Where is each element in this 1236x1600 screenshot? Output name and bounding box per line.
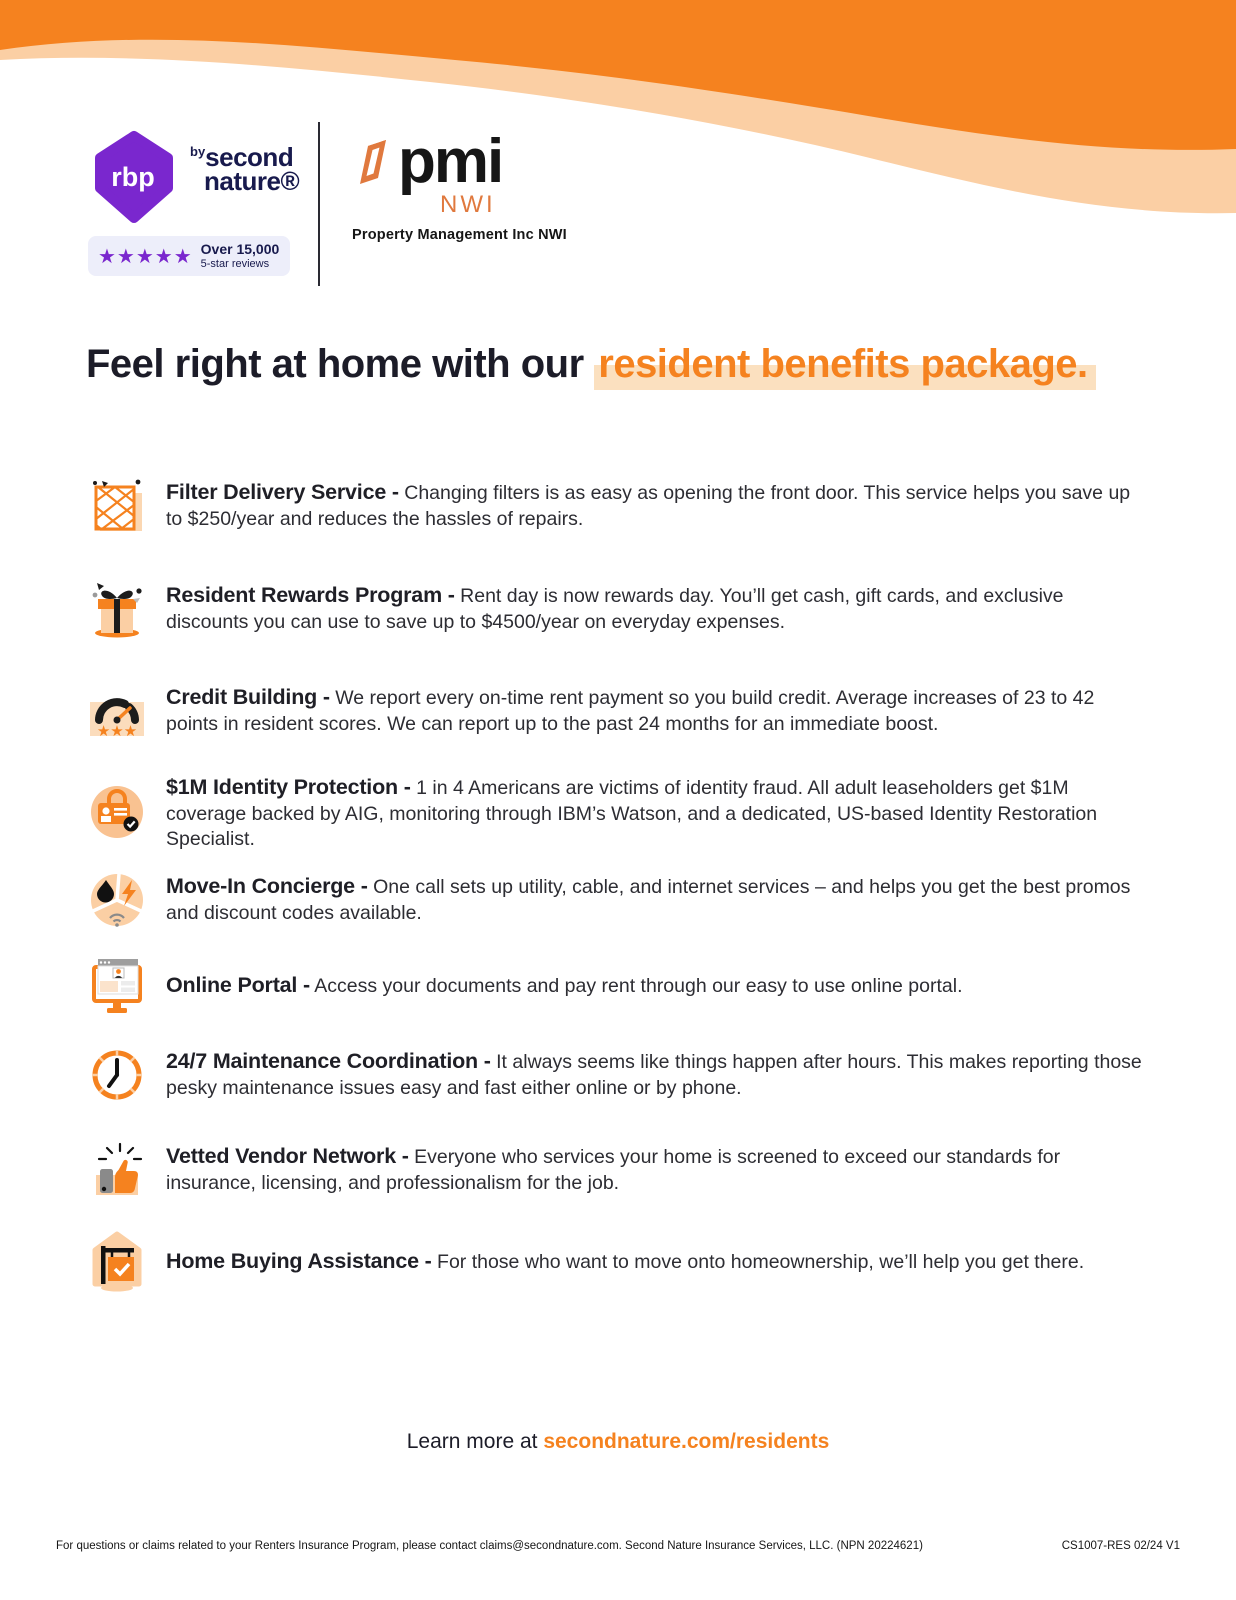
pmi-logo-icon — [352, 136, 392, 188]
filter-icon — [86, 473, 148, 539]
benefit-description: 1 in 4 Americans are victims of identity fraud. All adult leaseholders get $1M coverage backed by AIG, monitoring through IBM’s Watson, and a dedicated, US-based Identity Restoration Specialist. — [166, 777, 1098, 851]
pmi-logo — [352, 127, 652, 243]
clock-icon — [86, 1042, 148, 1108]
home-buying-icon — [86, 1229, 148, 1295]
benefit-title: 24/7 Maintenance Coordination - — [166, 1049, 491, 1074]
benefit-description: We report every on-time rent payment so you build credit. Average increases of 23 to 42 points in resident scores. We can report up to the past 24 months for an immediate boost. — [166, 687, 1095, 736]
benefit-home-buying-assistance — [86, 1229, 1142, 1295]
benefit-title: Credit Building - — [166, 685, 330, 710]
learn-more-link[interactable]: secondnature.com/residents — [543, 1430, 830, 1453]
logo-divider — [318, 122, 320, 286]
benefit-text — [166, 479, 1142, 532]
rbp-logo — [88, 126, 180, 230]
benefit-title: Home Buying Assistance - — [166, 1249, 432, 1274]
reviews-label: 5-star reviews — [200, 257, 270, 270]
footer-legal-text: For questions or claims related to your Renters Insurance Program, please contact claims@secondnature.com. Second Nature Insurance Services, LLC. (NPN 20224621) — [56, 1540, 923, 1552]
benefit-credit-building — [86, 678, 1142, 744]
benefit-vetted-vendor-network — [86, 1137, 1142, 1203]
svg-text:rbp: rbp — [111, 162, 155, 192]
benefit-description: Changing filters is as easy as opening the front door. This service helps you save up to $250/year and reduces the hassles of repairs. — [166, 482, 1131, 531]
second-nature-wordmark — [190, 142, 300, 196]
benefit-title: Filter Delivery Service - — [166, 480, 399, 505]
reviews-badge — [88, 236, 290, 276]
benefit-text — [166, 582, 1142, 635]
page-title — [86, 342, 1156, 387]
by-label: by — [190, 144, 206, 159]
benefit-text — [166, 684, 1142, 737]
pmi-company-name: Property Management Inc NWI — [352, 226, 567, 243]
thumbs-up-icon — [86, 1137, 148, 1203]
reviews-count: Over 15,000 — [200, 241, 280, 258]
pmi-region: NWI — [440, 190, 496, 218]
benefit-title: Vetted Vendor Network - — [166, 1144, 409, 1169]
benefit-text — [166, 873, 1142, 926]
benefit-description: For those who want to move onto homeownership, we’ll help you get there. — [437, 1251, 1085, 1274]
brand-nature: nature® — [204, 165, 300, 196]
five-stars-icon: ★★★★★ — [98, 245, 193, 268]
benefit-resident-rewards — [86, 576, 1142, 642]
benefit-online-portal — [86, 953, 1142, 1019]
learn-more-line — [0, 1430, 1236, 1454]
benefit-title: Resident Rewards Program - — [166, 583, 455, 608]
footer — [0, 1540, 1236, 1552]
utilities-concierge-icon — [86, 867, 148, 933]
svg-text:★★★: ★★★ — [96, 723, 138, 740]
pmi-wordmark: pmi — [398, 127, 503, 196]
credit-gauge-icon — [86, 678, 148, 744]
benefit-description: Rent day is now rewards day. You’ll get cash, gift cards, and exclusive discounts you can use to save up to $4500/year on everyday expenses. — [166, 585, 1064, 634]
rbp-logo-icon — [88, 126, 180, 230]
benefit-text — [166, 774, 1142, 853]
brand-second: second — [205, 142, 294, 172]
benefit-move-in-concierge — [86, 867, 1142, 933]
benefit-description: One call sets up utility, cable, and internet services – and helps you get the best promos and discount codes available. — [166, 876, 1131, 925]
benefit-identity-protection — [86, 774, 1142, 853]
page-title-prefix: Feel right at home with our — [86, 342, 595, 386]
learn-more-prefix: Learn more at — [406, 1430, 544, 1453]
benefit-description: Everyone who services your home is screened to exceed our standards for insurance, licensing, and professionalism for the job. — [166, 1146, 1061, 1195]
benefit-description: It always seems like things happen after hours. This makes reporting those pesky maintenance issues easy and fast either online or by phone. — [166, 1051, 1142, 1100]
footer-document-code: CS1007-RES 02/24 V1 — [1061, 1540, 1180, 1552]
benefit-title: Online Portal - — [166, 973, 310, 998]
benefit-description: Access your documents and pay rent through our easy to use online portal. — [314, 975, 963, 998]
benefit-filter-delivery — [86, 473, 1142, 539]
online-portal-icon — [86, 953, 148, 1019]
page-title-highlight: resident benefits package. — [594, 342, 1095, 390]
benefit-text — [166, 1143, 1142, 1196]
benefit-maintenance-coordination — [86, 1042, 1142, 1108]
gift-icon — [86, 576, 148, 642]
benefit-text — [166, 1048, 1142, 1101]
benefit-text — [166, 1248, 1142, 1276]
benefit-text — [166, 972, 1142, 1000]
identity-protection-icon — [86, 780, 148, 846]
benefit-title: Move-In Concierge - — [166, 874, 368, 899]
benefit-title: $1M Identity Protection - — [166, 775, 411, 799]
